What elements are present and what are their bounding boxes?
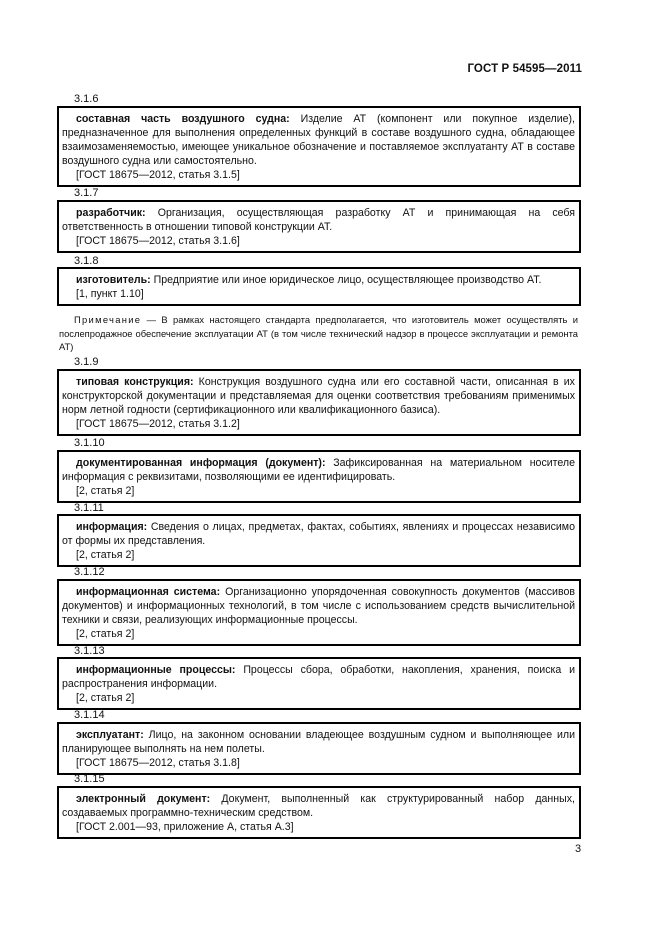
term-title: информационная система: bbox=[76, 586, 221, 598]
term-entry bbox=[57, 657, 581, 710]
term-entry bbox=[57, 106, 581, 187]
term-number: 3.1.13 bbox=[74, 645, 105, 657]
term-entry bbox=[57, 579, 581, 646]
term-title: информация: bbox=[76, 521, 148, 533]
term-definition: Процессы сбора, обработки, накопления, хранения, поиска и распространения информации. bbox=[62, 664, 575, 690]
term-source: [ГОСТ 18675—2012, статья 3.1.6] bbox=[76, 235, 240, 247]
term-definition: Лицо, на законном основании владеющее воздушным судном и выполняющее или планирующее выполнять на нем полеты. bbox=[62, 729, 575, 755]
term-entry bbox=[57, 786, 581, 839]
term-source: [ГОСТ 18675—2012, статья 3.1.8] bbox=[76, 757, 240, 769]
term-number: 3.1.6 bbox=[74, 93, 99, 105]
term-source: [2, статья 2] bbox=[76, 692, 135, 704]
term-title: разработчик: bbox=[76, 207, 146, 219]
term-number: 3.1.14 bbox=[74, 709, 105, 721]
term-number: 3.1.10 bbox=[74, 437, 105, 449]
term-number: 3.1.12 bbox=[74, 566, 105, 578]
term-number: 3.1.11 bbox=[74, 502, 104, 514]
term-entry bbox=[57, 450, 581, 503]
note bbox=[59, 313, 578, 354]
term-definition: Документ, выполненный как структурированный набор данных, создаваемых программно-техническим средством. bbox=[62, 793, 575, 819]
term-title: типовая конструкция: bbox=[76, 376, 194, 388]
term-title: изготовитель: bbox=[76, 274, 151, 286]
term-title: электронный документ: bbox=[76, 793, 211, 805]
term-title: эксплуатант: bbox=[76, 729, 144, 741]
term-entry bbox=[57, 514, 581, 567]
page-number: 3 bbox=[575, 843, 582, 855]
term-number: 3.1.8 bbox=[74, 255, 99, 267]
document-header: ГОСТ Р 54595—2011 bbox=[467, 63, 582, 75]
term-definition: Изделие АТ (компонент или покупное изделие), предназначенное для выполнения определенных функций в составе воздушного судна, обладающее взаимозаменяемостью, имеющее уникальное обозначение и поставляемое эксплуатанту АТ в составе воздушного судна или самостоятельно. bbox=[62, 113, 575, 167]
term-definition: Зафиксированная на материальном носителе информация с реквизитами, позволяющими ее идентифицировать. bbox=[62, 457, 576, 483]
term-source: [ГОСТ 18675—2012, статья 3.1.5] bbox=[76, 169, 240, 181]
term-entry bbox=[57, 369, 581, 436]
term-definition: Предприятие или иное юридическое лицо, осуществляющее производство АТ. bbox=[153, 274, 542, 286]
term-title: документированная информация (документ): bbox=[76, 457, 326, 469]
term-source: [1, пункт 1.10] bbox=[76, 288, 144, 300]
term-definition: Организация, осуществляющая разработку АТ и принимающая на себя ответственность в отношении типовой конструкции АТ. bbox=[62, 207, 575, 233]
term-source: [ГОСТ 2.001—93, приложение А, статья А.3] bbox=[76, 821, 294, 833]
term-definition: Сведения о лицах, предметах, фактах, событиях, явлениях и процессах независимо от формы их представления. bbox=[62, 521, 575, 547]
term-number: 3.1.15 bbox=[74, 773, 105, 785]
term-source: [2, статья 2] bbox=[76, 485, 135, 497]
note-text: — В рамках настоящего стандарта предполагается, что изготовитель может осуществлять и послепродажное обеспечение эксплуатации АТ (в том числе технический надзор в процессе эксплуатации и ремонта АТ) bbox=[59, 314, 578, 353]
note-label: Примечание bbox=[74, 314, 142, 325]
term-number: 3.1.7 bbox=[74, 187, 99, 199]
term-entry bbox=[57, 722, 581, 775]
term-source: [ГОСТ 18675—2012, статья 3.1.2] bbox=[76, 418, 240, 430]
term-source: [2, статья 2] bbox=[76, 628, 135, 640]
term-entry bbox=[57, 200, 581, 253]
term-source: [2, статья 2] bbox=[76, 549, 135, 561]
term-entry bbox=[57, 267, 581, 306]
term-definition: Конструкция воздушного судна или его составной части, описанная в их конструкторской документации и представляемая для оценки соответствия требованиям применимых норм летной годности (сертификационного или квалификационного базиса). bbox=[62, 376, 575, 416]
term-definition: Организационно упорядоченная совокупность документов (массивов документов) и информационных технологий, в том числе с использованием средств вычислительной техники и связи, реализующих информационные процессы. bbox=[62, 586, 575, 626]
term-title: информационные процессы: bbox=[76, 664, 236, 676]
term-number: 3.1.9 bbox=[74, 356, 99, 368]
term-title: составная часть воздушного судна: bbox=[76, 113, 290, 125]
